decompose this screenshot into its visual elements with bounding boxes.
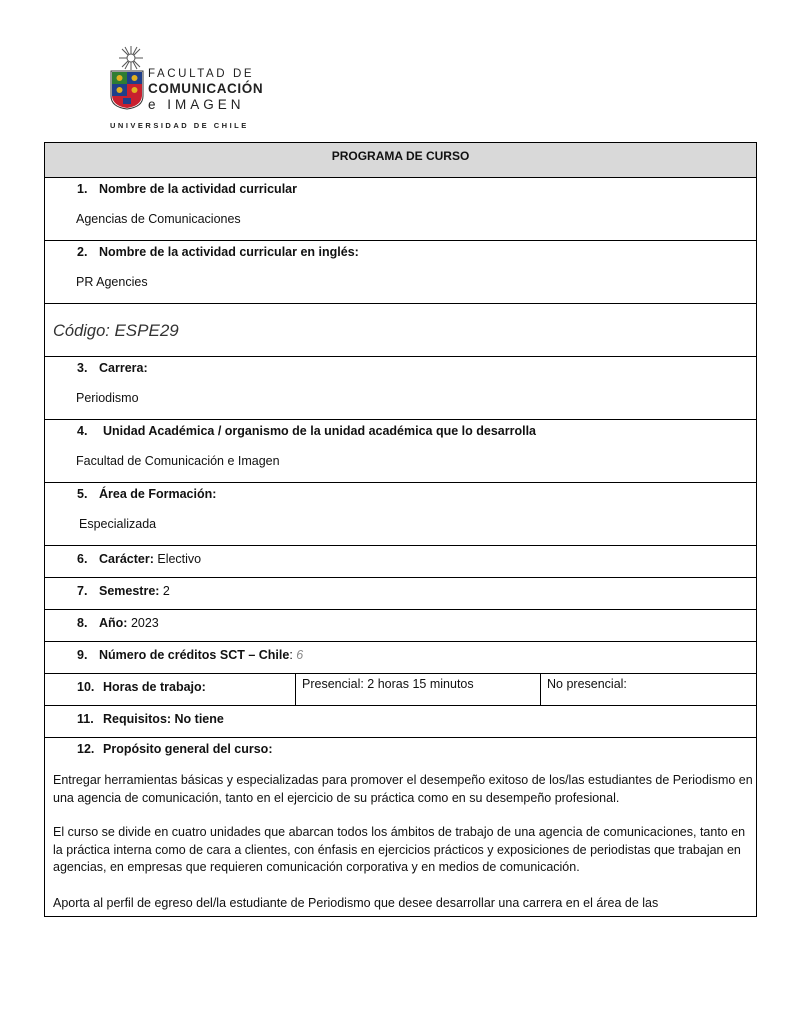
- section-11-title: Requisitos: No tiene: [103, 712, 224, 726]
- section-4-title: 4. Unidad Académica / organismo de la unidad académica que lo desarrolla: [77, 424, 537, 438]
- course-program-form: [44, 142, 757, 917]
- section-5: [45, 483, 756, 546]
- logo-line-3: e IMAGEN: [148, 97, 245, 112]
- section-3-value: Periodismo: [76, 391, 139, 405]
- section-10-title: 10. Horas de trabajo:: [77, 680, 206, 694]
- university-shield-icon: [110, 70, 144, 110]
- faculty-logo: [106, 40, 286, 132]
- section-1-title: 1. Nombre de la actividad curricular: [77, 182, 297, 196]
- logo-line-1: FACULTAD DE: [148, 68, 255, 80]
- section-12: [45, 738, 756, 916]
- section-3-title: 3. Carrera:: [77, 361, 148, 375]
- section-8-title: Año:: [99, 616, 128, 630]
- codigo-label: Código: ESPE29: [53, 321, 179, 340]
- section-1: [45, 178, 756, 241]
- logo-line-2: COMUNICACIÓN: [148, 81, 264, 96]
- section-7-title: Semestre:: [99, 584, 160, 598]
- section-9: 9. Número de créditos SCT – Chile: 6: [45, 642, 756, 674]
- section-8: 8. Año: 2023: [45, 610, 756, 642]
- purpose-paragraph-3: Aporta al perfil de egreso del/la estudiante de Periodismo que desee desarrollar una carrera en el área de las: [53, 896, 659, 910]
- section-4-value: Facultad de Comunicación e Imagen: [76, 454, 280, 468]
- codigo-row: [45, 304, 756, 357]
- section-2-value: PR Agencies: [76, 275, 148, 289]
- section-1-value: Agencias de Comunicaciones: [76, 212, 241, 226]
- sun-star-icon: [114, 44, 148, 72]
- section-5-value: Especializada: [79, 517, 157, 531]
- section-6-title: Carácter:: [99, 552, 154, 566]
- section-8-value: 2023: [127, 616, 159, 630]
- section-7: 7. Semestre: 2: [45, 578, 756, 610]
- presencial-hours: Presencial: 2 horas 15 minutos: [296, 674, 541, 705]
- section-10: [45, 674, 756, 706]
- section-4: [45, 420, 756, 483]
- purpose-paragraph-2: El curso se divide en cuatro unidades que abarcan todos los ámbitos de trabajo de una agencia de comunicaciones, tanto en la práctica interna como de cara a clientes, con énfasis en ejercicios prácticos y exposiciones de periodistas que trabajan en agencias, en empresas que requieren comunicación corporativa y en medios de comunicación.: [53, 825, 746, 874]
- section-2: [45, 241, 756, 304]
- section-6-value: Electivo: [153, 552, 202, 566]
- logo-university: UNIVERSIDAD DE CHILE: [110, 121, 249, 130]
- section-7-value: 2: [159, 584, 170, 598]
- section-9-value: 6: [292, 648, 304, 662]
- section-12-title: 12. Propósito general del curso:: [77, 742, 273, 756]
- section-3: [45, 357, 756, 420]
- section-6: 6. Carácter: Electivo: [45, 546, 756, 578]
- codigo-value: ESPE29: [114, 321, 179, 340]
- section-2-title: 2. Nombre de la actividad curricular en inglés:: [77, 245, 359, 259]
- purpose-paragraph-1: Entregar herramientas básicas y especializadas para promover el desempeño exitoso de los/las estudiantes de Periodismo en una agencia de comunicación, tanto en el ejercicio de su práctica como en su desempeño profesional.: [53, 773, 753, 805]
- section-9-title: Número de créditos SCT – Chile: [99, 648, 290, 662]
- section-11: 11. Requisitos: No tiene: [45, 706, 756, 738]
- no-presencial-hours: No presencial:: [547, 677, 627, 691]
- form-title: PROGRAMA DE CURSO: [45, 143, 756, 178]
- section-5-title: 5. Área de Formación:: [77, 487, 217, 501]
